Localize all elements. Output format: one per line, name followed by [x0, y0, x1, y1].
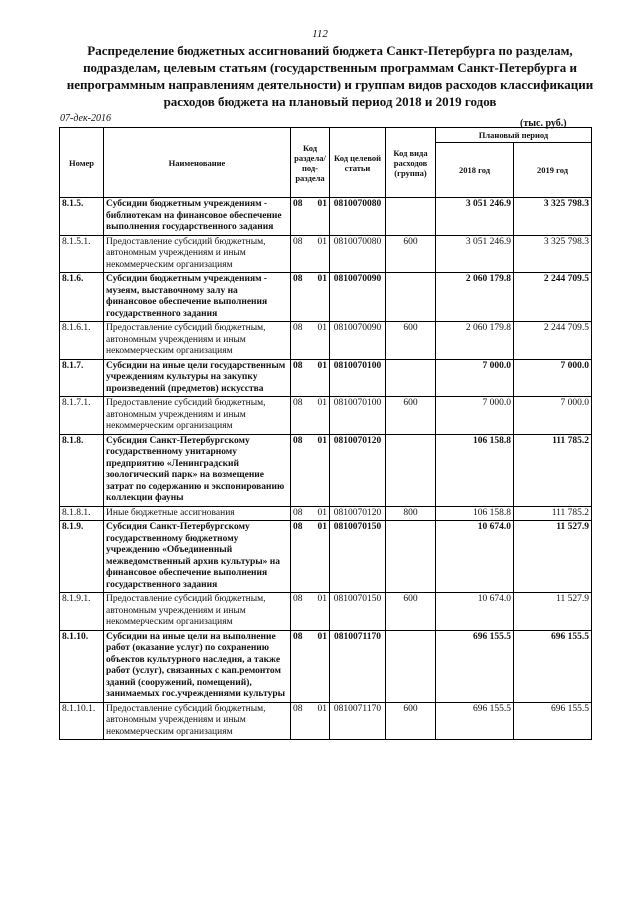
table-row: [60, 506, 592, 521]
row-target: 0810070150: [330, 593, 386, 631]
header-plan: Плановый период: [436, 128, 592, 143]
row-razdel: 08: [293, 631, 303, 642]
row-2019: 111 785.2: [514, 506, 592, 521]
row-podrazdel: 01: [317, 435, 327, 446]
units-label: (тыс. руб.): [520, 118, 567, 129]
row-number: 8.1.9.1.: [60, 593, 104, 631]
header-number: Номер: [60, 128, 104, 198]
row-razdel: 08: [293, 398, 303, 408]
row-2018: 106 158.8: [436, 506, 514, 521]
row-kind: [386, 198, 436, 236]
table-row: [60, 273, 592, 322]
row-section: [291, 521, 330, 593]
row-target: 0810070100: [330, 397, 386, 435]
row-2019: 111 785.2: [514, 434, 592, 506]
row-target: 0810070150: [330, 521, 386, 593]
row-name: Субсидия Санкт-Петербургскому государственному унитарному предприятию «Ленинградский зоологический парк» на возмещение затрат по содержанию и экспонированию коллекции фауны: [104, 434, 291, 506]
row-section: [291, 630, 330, 702]
row-name: Предоставление субсидий бюджетным, автономным учреждениям и иным некоммерческим организациям: [104, 702, 291, 740]
row-2018: 10 674.0: [436, 521, 514, 593]
row-2018: 7 000.0: [436, 359, 514, 397]
row-podrazdel: 01: [317, 522, 327, 532]
row-name: Субсидии на иные цели на выполнение работ (оказание услуг) по сохранению объектов культурного наследия, а также работ (услуг), связанных с кап.ремонтом зданий (сооружений, помещений), занимаемых гос.учреждениями культуры: [104, 630, 291, 702]
row-section: [291, 235, 330, 273]
row-target: 0810070080: [330, 198, 386, 236]
row-2019: 2 244 709.5: [514, 322, 592, 360]
row-2019: 7 000.0: [514, 359, 592, 397]
page-number: 112: [312, 28, 328, 40]
row-razdel: 08: [293, 522, 303, 532]
row-kind: 600: [386, 322, 436, 360]
header-kind: Код вида расходов (группа): [386, 128, 436, 198]
row-name: Субсидия Санкт-Петербургскому государственному бюджетному учреждению «Объединенный межведомственный архив культуры» на финансовое обеспечение выполнения государственного задания: [104, 521, 291, 593]
row-podrazdel: 01: [317, 236, 327, 247]
row-kind: [386, 434, 436, 506]
row-2018: 696 155.5: [436, 630, 514, 702]
row-2018: 10 674.0: [436, 593, 514, 631]
row-kind: 600: [386, 235, 436, 273]
row-razdel: 08: [293, 199, 303, 209]
row-podrazdel: 01: [317, 507, 327, 518]
row-razdel: 08: [293, 507, 303, 518]
header-target: Код целевой статьи: [330, 128, 386, 198]
row-razdel: 08: [293, 274, 303, 284]
row-2018: 3 051 246.9: [436, 198, 514, 236]
header-section: Код раздела/ под-раздела: [291, 128, 330, 198]
row-kind: 600: [386, 593, 436, 631]
row-2018: 2 060 179.8: [436, 322, 514, 360]
table-row: [60, 198, 592, 236]
budget-table: [59, 127, 592, 740]
row-2018: 2 060 179.8: [436, 273, 514, 322]
table-row: [60, 359, 592, 397]
row-target: 0810070120: [330, 506, 386, 521]
row-2019: 11 527.9: [514, 521, 592, 593]
row-number: 8.1.10.1.: [60, 702, 104, 740]
row-podrazdel: 01: [317, 274, 327, 284]
row-2019: 7 000.0: [514, 397, 592, 435]
row-section: [291, 434, 330, 506]
row-name: Предоставление субсидий бюджетным, автономным учреждениям и иным некоммерческим организациям: [104, 397, 291, 435]
row-number: 8.1.6.1.: [60, 322, 104, 360]
row-kind: 600: [386, 397, 436, 435]
row-podrazdel: 01: [317, 631, 327, 642]
row-number: 8.1.7.: [60, 359, 104, 397]
row-name: Субсидии бюджетным учреждениям - музеям, выставочному залу на финансовое обеспечение выполнения государственного задания: [104, 273, 291, 322]
row-podrazdel: 01: [317, 398, 327, 408]
row-name: Субсидии на иные цели государственным учреждениям культуры на закупку произведений (предметов) искусства: [104, 359, 291, 397]
row-target: 0810070080: [330, 235, 386, 273]
row-number: 8.1.10.: [60, 630, 104, 702]
row-razdel: 08: [293, 435, 303, 446]
row-name: Субсидии бюджетным учреждениям - библиотекам на финансовое обеспечение выполнения государственного задания: [104, 198, 291, 236]
row-kind: [386, 630, 436, 702]
header-name: Наименование: [104, 128, 291, 198]
row-target: 0810070090: [330, 322, 386, 360]
row-section: [291, 198, 330, 236]
row-podrazdel: 01: [317, 594, 327, 604]
row-number: 8.1.5.1.: [60, 235, 104, 273]
row-section: [291, 593, 330, 631]
row-razdel: 08: [293, 703, 303, 714]
row-razdel: 08: [293, 360, 303, 371]
row-razdel: 08: [293, 236, 303, 247]
row-target: 0810071170: [330, 630, 386, 702]
row-section: [291, 273, 330, 322]
row-number: 8.1.7.1.: [60, 397, 104, 435]
row-name: Предоставление субсидий бюджетным, автономным учреждениям и иным некоммерческим организациям: [104, 593, 291, 631]
row-kind: [386, 359, 436, 397]
row-target: 0810071170: [330, 702, 386, 740]
row-target: 0810070100: [330, 359, 386, 397]
row-podrazdel: 01: [317, 360, 327, 371]
header-2019: 2019 год: [514, 143, 592, 198]
table-row: [60, 593, 592, 631]
row-2018: 7 000.0: [436, 397, 514, 435]
row-2019: 696 155.5: [514, 630, 592, 702]
table-row: [60, 235, 592, 273]
header-2018: 2018 год: [436, 143, 514, 198]
row-name: Предоставление субсидий бюджетным, автономным учреждениям и иным некоммерческим организациям: [104, 235, 291, 273]
row-number: 8.1.8.: [60, 434, 104, 506]
row-2018: 106 158.8: [436, 434, 514, 506]
row-name: Иные бюджетные ассигнования: [104, 506, 291, 521]
row-kind: [386, 521, 436, 593]
row-2019: 696 155.5: [514, 702, 592, 740]
row-2019: 11 527.9: [514, 593, 592, 631]
row-section: [291, 702, 330, 740]
row-number: 8.1.6.: [60, 273, 104, 322]
row-2019: 3 325 798.3: [514, 235, 592, 273]
table-row: [60, 322, 592, 360]
row-razdel: 08: [293, 594, 303, 604]
row-section: [291, 506, 330, 521]
row-name: Предоставление субсидий бюджетным, автономным учреждениям и иным некоммерческим организациям: [104, 322, 291, 360]
row-podrazdel: 01: [317, 323, 327, 333]
row-kind: 600: [386, 702, 436, 740]
row-number: 8.1.9.: [60, 521, 104, 593]
row-2019: 2 244 709.5: [514, 273, 592, 322]
table-row: [60, 630, 592, 702]
row-target: 0810070120: [330, 434, 386, 506]
document-title: Распределение бюджетных ассигнований бюджета Санкт-Петербурга по разделам, подразделам, целевым статьям (государственным программам Санкт-Петербурга и непрограммным направлениям деятельности) и группам видов расходов классификации расходов бюджета на плановый период 2018 и 2019 годов: [66, 43, 594, 109]
table-row: [60, 521, 592, 593]
row-podrazdel: 01: [317, 199, 327, 209]
row-2018: 3 051 246.9: [436, 235, 514, 273]
row-number: 8.1.8.1.: [60, 506, 104, 521]
row-section: [291, 397, 330, 435]
row-2018: 696 155.5: [436, 702, 514, 740]
row-section: [291, 322, 330, 360]
table-row: [60, 434, 592, 506]
row-section: [291, 359, 330, 397]
table-row: [60, 702, 592, 740]
document-date: 07-дек-2016: [60, 113, 111, 124]
table-row: [60, 397, 592, 435]
row-2019: 3 325 798.3: [514, 198, 592, 236]
row-target: 0810070090: [330, 273, 386, 322]
row-podrazdel: 01: [317, 703, 327, 714]
row-razdel: 08: [293, 323, 303, 333]
row-kind: [386, 273, 436, 322]
row-kind: 800: [386, 506, 436, 521]
row-number: 8.1.5.: [60, 198, 104, 236]
